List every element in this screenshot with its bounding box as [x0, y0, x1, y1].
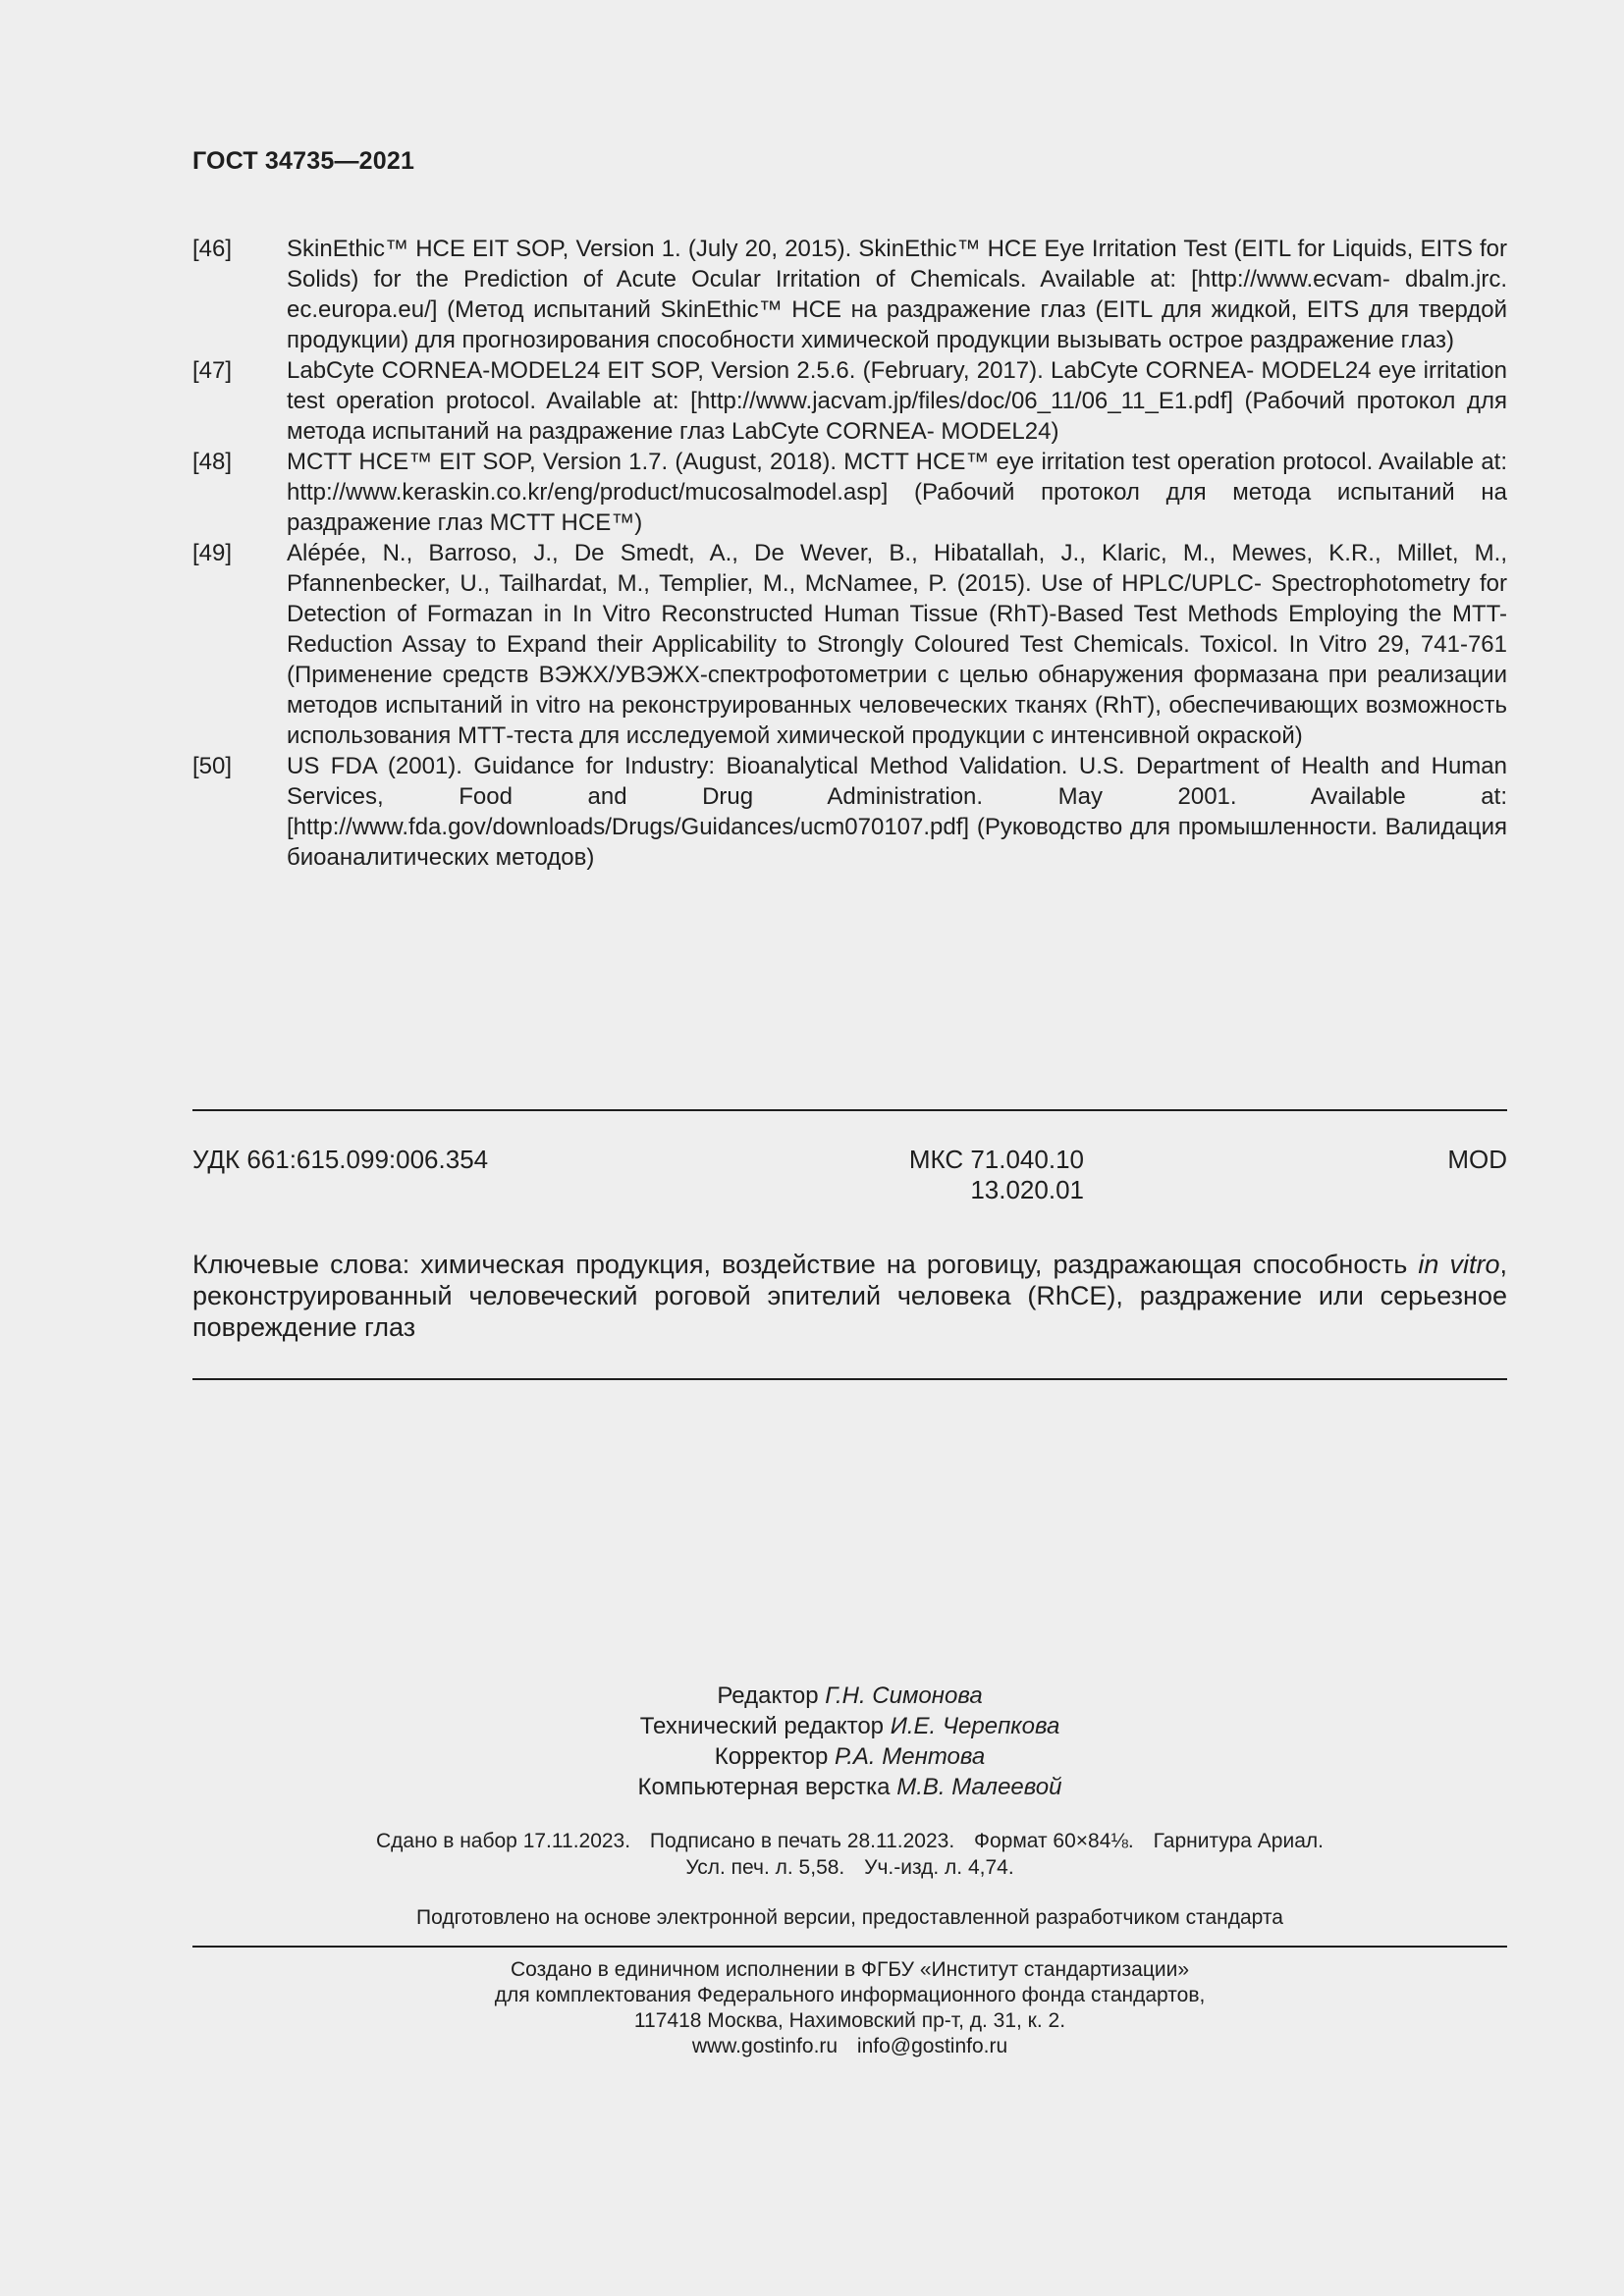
reference-item [192, 751, 1507, 873]
reference-text: Alépée, N., Barroso, J., De Smedt, A., De Wever, B., Hibatallah, J., Klaric, M., Mewes, K.R., Millet, M., Pfannenbecker, U., Tailhardat, M., Templier, M., McNamee, P. (2015). Use of HPLC/UPLC- Spectrophotometry for Detection of Formazan in In Vitro Reconstructed Human Tissue (RhT)-Based Test Methods Employing the MTT-Reduction Assay to Expand their Applicability to Strongly Coloured Test Chemicals. Toxicol. In Vitro 29, 741-761 (Применение средств ВЭЖХ/УВЭЖХ-спектрофотометрии с целью обнаружения формазана при реализации методов испытаний in vitro на реконструированных человеческих тканях (RhT), обеспечивающих возможность использования МТТ-теста для исследуемой химической продукции с интенсивной окраской) [287, 540, 1507, 749]
bottom-divider [192, 1946, 1507, 1948]
editor-name: М.В. Малеевой [896, 1774, 1062, 1800]
page-title: ГОСТ 34735—2021 [192, 147, 415, 175]
keywords-text-end: , реконструированный человеческий роговой эпителий человека (RhCE), раздражение или серьезное повреждение глаз [192, 1250, 1507, 1342]
editor-line [192, 1681, 1507, 1711]
prepared-note: Подготовлено на основе электронной версии, предоставленной разработчиком стандарта [416, 1906, 1283, 1929]
editor-name: Г.Н. Симонова [825, 1682, 983, 1709]
publisher-sheets: Уч.-изд. л. 4,74. [864, 1856, 1014, 1879]
reference-text: SkinEthic™ HCE EIT SOP, Version 1. (July 20, 2015). SkinEthic™ HCE Eye Irritation Test (EITL for Liquids, EITS for Solids) for the Prediction of Acute Ocular Irritation of Chemicals. Available at: [http://www.ecvam- dbalm.jrc. ec.europa.eu/] (Метод испытаний SkinEthic™ HCE на раздражение глаз (EITL для жидкой, EITS для твердой продукции) для прогнозирования способности химической продукции вызывать острое раздражение глаз) [287, 236, 1507, 353]
editor-role: Компьютерная верстка [637, 1774, 897, 1800]
keywords-italic: in vitro [1418, 1250, 1500, 1279]
keywords-divider [192, 1378, 1507, 1380]
reference-item [192, 355, 1507, 447]
reference-number: [49] [192, 540, 233, 566]
reference-item [192, 447, 1507, 538]
keywords-text-start: Ключевые слова: химическая продукция, воздействие на роговицу, раздражающая способность [192, 1250, 1419, 1279]
mod-label: MOD [1447, 1145, 1507, 1174]
print-info [192, 1828, 1507, 1881]
reference-item [192, 538, 1507, 751]
keywords [192, 1249, 1507, 1343]
reference-number: [48] [192, 449, 233, 475]
editor-role: Технический редактор [639, 1713, 891, 1739]
editor-role: Корректор [714, 1743, 835, 1770]
publisher-contacts [192, 2034, 1507, 2059]
print-info-line-2 [192, 1854, 1507, 1881]
editor-line [192, 1711, 1507, 1741]
publisher-line-2: для комплектования Федерального информационного фонда стандартов, [494, 1984, 1206, 2006]
publisher-info [192, 1957, 1507, 2059]
mks-codes [888, 1145, 1084, 1205]
reference-text: MCTT HCE™ EIT SOP, Version 1.7. (August, 2018). MCTT HCE™ eye irritation test operation protocol. Available at: http://www.keraskin.co.kr/eng/product/mucosalmodel.asp] (Рабочий протокол для метода испытаний на раздражение глаз MCTT HCE™) [287, 449, 1507, 536]
reference-number: [50] [192, 753, 233, 779]
submitted-date: Сдано в набор 17.11.2023. [376, 1830, 631, 1852]
signed-date: Подписано в печать 28.11.2023. [649, 1830, 955, 1852]
editor-line [192, 1772, 1507, 1802]
reference-number: [46] [192, 236, 233, 262]
editor-role: Редактор [717, 1682, 826, 1709]
print-sheets: Усл. печ. л. 5,58. [685, 1856, 845, 1879]
top-divider [192, 1109, 1507, 1111]
publisher-line-1: Создано в единичном исполнении в ФГБУ «Институт стандартизации» [510, 1958, 1190, 1981]
editor-name: И.Е. Черепкова [890, 1713, 1060, 1739]
mks-code-1: МКС 71.040.10 [908, 1145, 1084, 1174]
editor-line [192, 1741, 1507, 1772]
email-link[interactable]: info@gostinfo.ru [856, 2035, 1008, 2057]
website-link[interactable]: www.gostinfo.ru [691, 2035, 839, 2057]
reference-text: US FDA (2001). Guidance for Industry: Bioanalytical Method Validation. U.S. Department of Health and Human Services, Food and Drug Administration. May 2001. Available at: [http://www.fda.gov/downloads/Drugs/Guidances/ucm070107.pdf] (Руководство для промышленности. Валидация биоаналитических методов) [287, 753, 1507, 871]
reference-list [192, 234, 1507, 873]
editor-name: Р.А. Ментова [834, 1743, 986, 1770]
udk-code: УДК 661:615.099:006.354 [192, 1145, 489, 1174]
reference-number: [47] [192, 357, 233, 384]
editors-block [192, 1681, 1507, 1802]
publisher-address: 117418 Москва, Нахимовский пр-т, д. 31, к. 2. [633, 2009, 1066, 2032]
paper-format: Формат 60×84⅛. [974, 1830, 1134, 1852]
typeface: Гарнитура Ариал. [1153, 1830, 1324, 1852]
print-info-line-1 [192, 1828, 1507, 1854]
reference-item [192, 234, 1507, 355]
mks-code-2: 13.020.01 [970, 1175, 1084, 1204]
reference-text: LabCyte CORNEA-MODEL24 EIT SOP, Version 2.5.6. (February, 2017). LabCyte CORNEA- MODEL24 eye irritation test operation protocol. Available at: [http://www.jacvam.jp/files/doc/06_11/06_11_E1.pdf] (Рабочий протокол для метода испытаний на раздражение глаз LabCyte CORNEA- MODEL24) [287, 357, 1507, 445]
